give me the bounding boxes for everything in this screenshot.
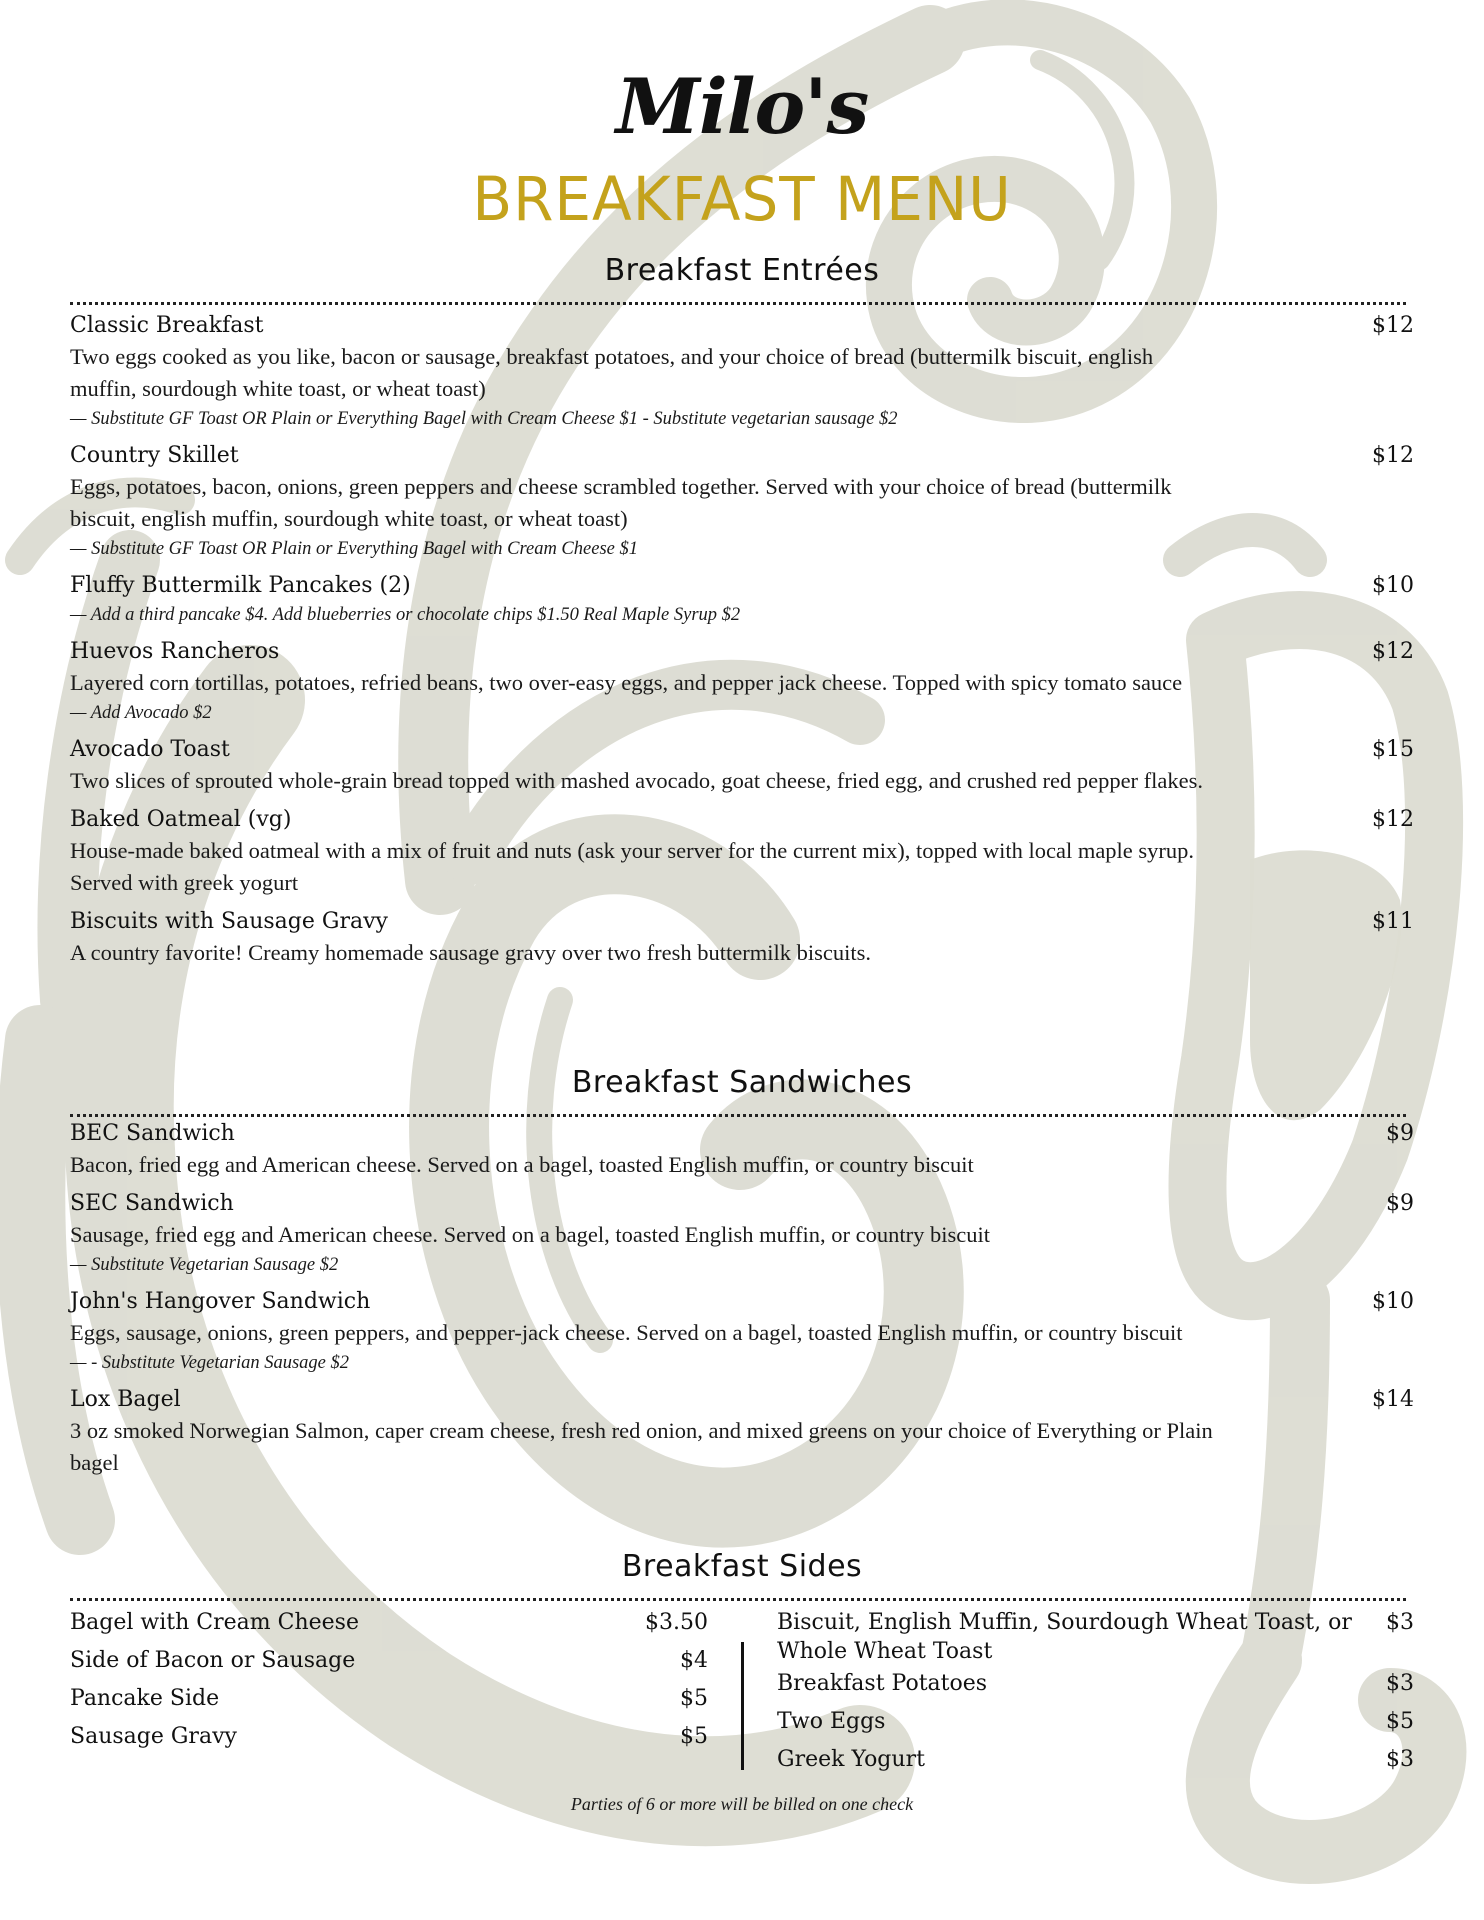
item-description: A country favorite! Creamy homemade sausage gravy over two fresh buttermilk biscuits. [70,940,872,965]
sandwiches-heading: Breakfast Sandwiches [571,1065,913,1100]
side-price: $3 [1386,1747,1414,1772]
side-item [70,1646,708,1675]
item-note: — Substitute Vegetarian Sausage $2 [70,1255,339,1275]
entrees-divider [70,302,1406,305]
item-description: Bacon, fried egg and American cheese. Served on a bagel, toasted English muffin, or country biscuit [70,1152,974,1177]
side-price: $3 [1386,1610,1414,1635]
side-name: Bagel with Cream Cheese [70,1610,359,1635]
item-note: — Add a third pancake $4. Add blueberries or chocolate chips $1.50 Real Maple Syrup $2 [70,605,741,625]
item-description: Eggs, sausage, onions, green peppers, and pepper-jack cheese. Served on a bagel, toasted English muffin, or country biscuit [70,1320,1183,1345]
item-name: Huevos Rancheros [70,639,280,664]
entrees-heading: Breakfast Entrées [604,253,880,288]
item-name: Baked Oatmeal (vg) [70,807,292,832]
side-price: $5 [680,1724,708,1749]
item-description: 3 oz smoked Norwegian Salmon, caper cream cheese, fresh red onion, and mixed greens on your choice of Everything or Plain bagel [70,1418,1213,1475]
menu-item [70,804,1414,899]
menu-item [70,310,1414,433]
entrees-list [70,310,1414,969]
sides-heading: Breakfast Sides [621,1549,863,1584]
item-description: Two slices of sprouted whole-grain bread topped with mashed avocado, goat cheese, fried egg, and crushed red pepper flakes. [70,768,1204,793]
sides-column-divider [741,1642,744,1770]
side-price: $3.50 [645,1610,708,1635]
item-name: SEC Sandwich [70,1191,234,1216]
sides-left-column [70,1608,708,1760]
item-note: — Substitute GF Toast OR Plain or Everything Bagel with Cream Cheese $1 [70,539,638,559]
side-price: $5 [1386,1709,1414,1734]
item-description: Layered corn tortillas, potatoes, refried beans, two over-easy eggs, and pepper jack cheese. Topped with spicy tomato sauce [70,670,1183,695]
item-price: $12 [1372,807,1414,832]
side-item [70,1684,708,1713]
item-price: $10 [1372,1289,1414,1314]
brand-logo: Milo's [615,62,869,151]
side-item [777,1707,1414,1736]
item-name: Country Skillet [70,443,239,468]
side-name: Breakfast Potatoes [777,1671,988,1696]
side-item [70,1722,708,1751]
side-name: Pancake Side [70,1686,220,1711]
menu-page [70,0,1414,1920]
item-name: Biscuits with Sausage Gravy [70,909,388,934]
side-name: Greek Yogurt [777,1747,925,1772]
item-price: $9 [1386,1121,1414,1146]
item-price: $12 [1372,443,1414,468]
item-description: Sausage, fried egg and American cheese. Served on a bagel, toasted English muffin, or country biscuit [70,1222,990,1247]
item-price: $10 [1372,573,1414,598]
sides-divider [70,1598,1406,1601]
menu-item [70,636,1414,727]
item-note: — Add Avocado $2 [70,703,212,723]
side-price: $5 [680,1686,708,1711]
item-note: — - Substitute Vegetarian Sausage $2 [70,1353,350,1373]
item-name: John's Hangover Sandwich [70,1289,371,1314]
item-name: Avocado Toast [70,737,230,762]
item-name: Fluffy Buttermilk Pancakes (2) [70,573,411,598]
side-name: Side of Bacon or Sausage [70,1648,356,1673]
item-name: Classic Breakfast [70,313,264,338]
side-name: Sausage Gravy [70,1724,237,1749]
side-item [70,1608,708,1637]
footer-note: Parties of 6 or more will be billed on one check [570,1794,914,1814]
side-item [777,1608,1414,1666]
item-price: $12 [1372,313,1414,338]
side-item [777,1669,1414,1698]
menu-item [70,734,1414,797]
side-price: $4 [680,1648,708,1673]
item-description: House-made baked oatmeal with a mix of fruit and nuts (ask your server for the current mix), topped with local maple syrup. Served with greek yogurt [70,838,1195,895]
item-name: BEC Sandwich [70,1121,235,1146]
item-description: Eggs, potatoes, bacon, onions, green peppers and cheese scrambled together. Served with your choice of bread (buttermilk biscuit, english muffin, sourdough white toast, or wheat toast) [70,474,1172,531]
menu-item [70,570,1414,629]
sandwiches-list [70,1118,1414,1479]
menu-title: BREAKFAST MENU [472,163,1012,235]
side-item [777,1745,1414,1774]
item-price: $11 [1372,909,1414,934]
menu-item [70,1286,1414,1377]
side-name: Two Eggs [777,1709,886,1734]
menu-item [70,440,1414,563]
item-name: Lox Bagel [70,1387,181,1412]
menu-item [70,1384,1414,1479]
item-price: $15 [1372,737,1414,762]
sandwiches-divider [70,1114,1406,1117]
menu-item [70,1118,1414,1181]
item-price: $9 [1386,1191,1414,1216]
item-price: $14 [1372,1387,1414,1412]
sides-list [70,1608,1414,1778]
sides-right-column [777,1608,1414,1783]
side-name: Biscuit, English Muffin, Sourdough Wheat Toast, or Whole Wheat Toast [777,1610,1352,1664]
item-price: $12 [1372,639,1414,664]
side-price: $3 [1386,1671,1414,1696]
menu-item [70,1188,1414,1279]
item-description: Two eggs cooked as you like, bacon or sausage, breakfast potatoes, and your choice of bread (buttermilk biscuit, english muffin, sourdough white toast, or wheat toast) [70,344,1154,401]
item-note: — Substitute GF Toast OR Plain or Everything Bagel with Cream Cheese $1 - Substitute vegetarian sausage $2 [70,409,898,429]
menu-item [70,906,1414,969]
